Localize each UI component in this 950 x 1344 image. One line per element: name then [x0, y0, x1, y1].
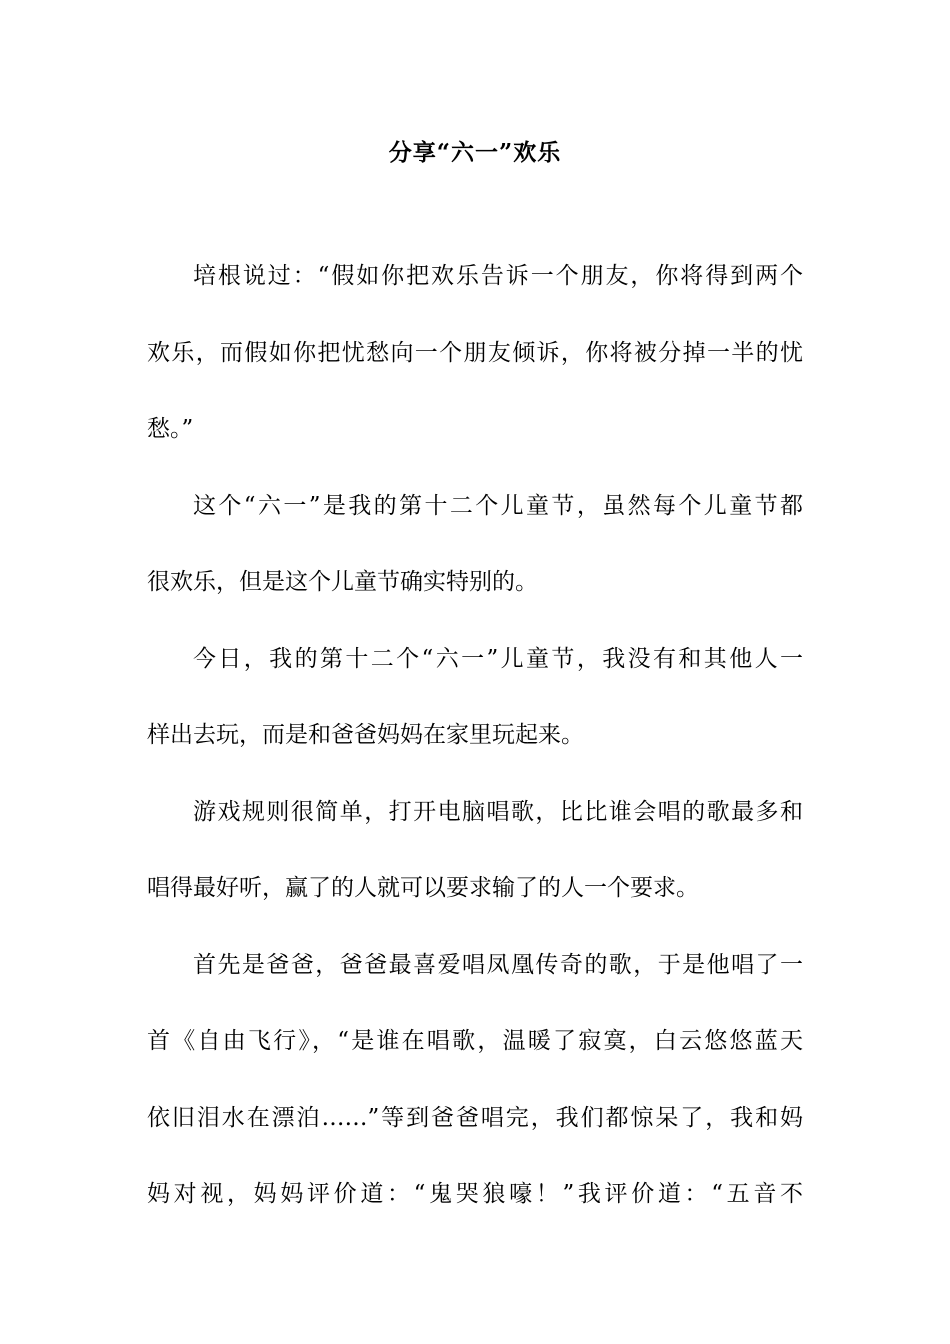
paragraph-line: 依旧泪水在漂泊……”等到爸爸唱完，我们都惊呆了，我和妈 — [147, 1104, 803, 1131]
paragraph-line: 样出去玩，而是和爸爸妈妈在家里玩起来。 — [147, 722, 584, 748]
paragraph-line: 游戏规则很简单，打开电脑唱歌，比比谁会唱的歌最多和 — [193, 798, 803, 825]
paragraph-line: 妈对视，妈妈评价道：“鬼哭狼嚎！”我评价道：“五音不 — [147, 1181, 803, 1207]
document-title: 分享“六一”欢乐 — [388, 139, 562, 166]
document-body — [147, 254, 803, 1249]
paragraph-line: 唱得最好听，赢了的人就可以要求输了的人一个要求。 — [147, 875, 699, 901]
paragraph-line: 欢乐，而假如你把忧愁向一个朋友倾诉，你将被分掉一半的忧 — [147, 339, 803, 366]
paragraph-line: 愁。” — [147, 416, 194, 442]
paragraph-line: 很欢乐，但是这个儿童节确实特别的。 — [147, 569, 538, 595]
paragraph-line: 培根说过：“假如你把欢乐告诉一个朋友，你将得到两个 — [193, 263, 803, 289]
paragraph-line: 今日，我的第十二个“六一”儿童节，我没有和其他人一 — [193, 645, 803, 672]
paragraph-line: 首《自由飞行》，“是谁在唱歌，温暖了寂寞，白云悠悠蓝天 — [147, 1028, 803, 1054]
paragraph-line: 这个“六一”是我的第十二个儿童节，虽然每个儿童节都 — [193, 492, 803, 519]
paragraph-line: 首先是爸爸，爸爸最喜爱唱凤凰传奇的歌，于是他唱了一 — [193, 951, 803, 978]
